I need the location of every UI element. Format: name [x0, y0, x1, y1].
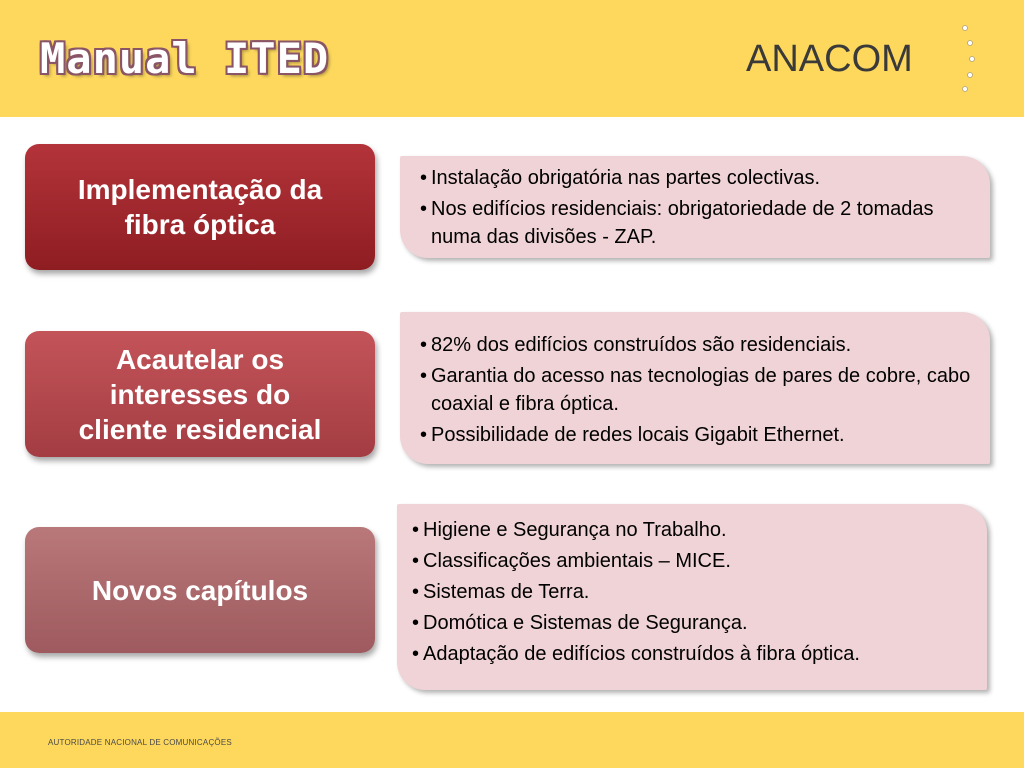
section-label-line: fibra óptica [124, 209, 276, 240]
logo-dots-icon [958, 24, 978, 94]
list-item: • Adaptação de edifícios construídos à fibra óptica. [412, 640, 987, 668]
section-label-line: Novos capítulos [91, 574, 309, 606]
section-label-novos-capitulos [25, 527, 375, 653]
footer-text: AUTORIDADE NACIONAL DE COMUNICAÇÕES [48, 738, 232, 747]
list-item: • Higiene e Segurança no Trabalho. [412, 516, 987, 544]
section-label-line: Acautelar os [115, 343, 285, 375]
section-label-line: cliente residencial [78, 413, 322, 445]
list-item: • 82% dos edifícios construídos são residenciais. [420, 331, 985, 359]
section-content-novos-capitulos [397, 504, 987, 690]
list-item: • Sistemas de Terra. [412, 578, 987, 606]
page-title: Manual ITED [40, 34, 330, 83]
list-item: • Possibilidade de redes locais Gigabit Ethernet. [420, 421, 985, 449]
section-content-acautelar [400, 312, 990, 464]
section-content-implementacao [400, 156, 990, 258]
list-item: • Nos edifícios residenciais: obrigatoriedade de 2 tomadas numa das divisões - ZAP. [420, 195, 980, 251]
section-label-line: Implementação da [77, 174, 323, 205]
section-label-acautelar [25, 331, 375, 457]
list-item: • Instalação obrigatória nas partes colectivas. [420, 164, 980, 192]
anacom-logo: ANACOM [746, 38, 913, 80]
section-label-line: interesses do [109, 378, 291, 410]
list-item: • Garantia do acesso nas tecnologias de pares de cobre, cabo coaxial e fibra óptica. [420, 362, 985, 418]
list-item: • Domótica e Sistemas de Segurança. [412, 609, 987, 637]
list-item: • Classificações ambientais – MICE. [412, 547, 987, 575]
section-label-implementacao [25, 144, 375, 270]
